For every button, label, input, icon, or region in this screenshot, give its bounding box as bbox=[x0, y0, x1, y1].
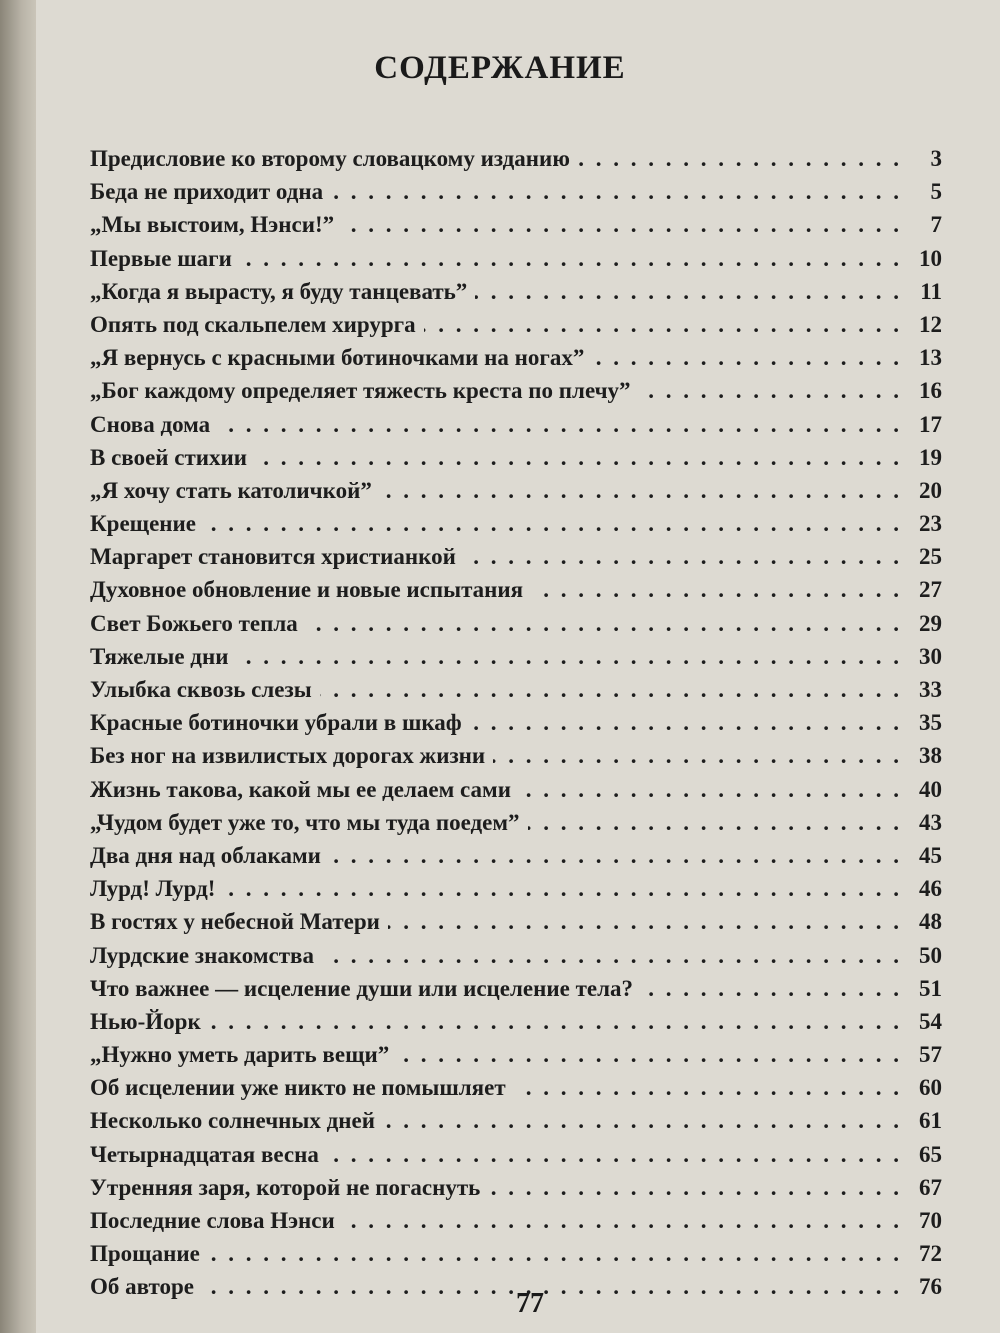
toc-entry bbox=[90, 1038, 942, 1071]
toc-entry-page: 7 bbox=[925, 208, 943, 241]
page-title: СОДЕРЖАНИЕ bbox=[374, 50, 626, 86]
toc-entry-title: „Бог каждому определяет тяжесть креста по плечу” bbox=[90, 374, 639, 407]
toc-entry bbox=[90, 905, 942, 938]
toc-entry-page: 3 bbox=[925, 142, 943, 175]
toc-entry-page: 50 bbox=[913, 939, 942, 972]
toc-entry-title: Нью-Йорк bbox=[90, 1005, 209, 1038]
toc-entry bbox=[90, 1171, 942, 1204]
toc-entry-title: Что важнее — исцеление души или исцеление тела? bbox=[90, 972, 641, 1005]
toc-entry-title: Красные ботиночки убрали в шкаф bbox=[90, 706, 470, 739]
toc-entry-page: 23 bbox=[913, 507, 942, 540]
toc-entry-title: „Нужно уметь дарить вещи” bbox=[90, 1038, 397, 1071]
toc-entry-title: Утренняя заря, которой не погаснуть bbox=[90, 1171, 488, 1204]
toc-entry bbox=[90, 208, 942, 241]
toc-entry-page: 17 bbox=[913, 408, 942, 441]
toc-entry-title: „Когда я вырасту, я буду танцевать” bbox=[90, 275, 475, 308]
toc-entry-page: 51 bbox=[913, 972, 942, 1005]
toc-entry-page: 57 bbox=[913, 1038, 942, 1071]
toc-entry bbox=[90, 242, 942, 275]
facing-page-edge bbox=[0, 0, 40, 1333]
toc-entry-page: 16 bbox=[913, 374, 942, 407]
toc-entry bbox=[90, 673, 942, 706]
toc-entry-title: Четырнадцатая весна bbox=[90, 1138, 327, 1171]
toc-entry bbox=[90, 573, 942, 606]
toc-entry-page: 12 bbox=[913, 308, 942, 341]
toc-entry bbox=[90, 773, 942, 806]
toc-leader-dots bbox=[90, 1270, 942, 1303]
toc-entry-title: В своей стихии bbox=[90, 441, 255, 474]
toc-entry-title: Улыбка сквозь слезы bbox=[90, 673, 320, 706]
toc-entry bbox=[90, 1237, 942, 1270]
toc-entry-page: 11 bbox=[914, 275, 942, 308]
toc-entry-page: 25 bbox=[913, 540, 942, 573]
toc-entry-title: Последние слова Нэнси bbox=[90, 1204, 343, 1237]
toc-entry-title: „Я хочу стать католичкой” bbox=[90, 474, 380, 507]
toc-entry-page: 54 bbox=[913, 1005, 942, 1038]
toc-leader-dots bbox=[90, 507, 942, 540]
toc-entry-title: Снова дома bbox=[90, 408, 218, 441]
toc-entry bbox=[90, 1138, 942, 1171]
toc-entry bbox=[90, 474, 942, 507]
toc-entry bbox=[90, 1104, 942, 1137]
toc-entry-page: 5 bbox=[925, 175, 943, 208]
table-of-contents bbox=[90, 142, 942, 1304]
toc-entry-page: 70 bbox=[913, 1204, 942, 1237]
toc-entry-page: 13 bbox=[913, 341, 942, 374]
toc-entry-page: 48 bbox=[913, 905, 942, 938]
toc-entry-page: 45 bbox=[913, 839, 942, 872]
toc-entry-title: Об авторе bbox=[90, 1270, 202, 1303]
toc-entry-page: 19 bbox=[913, 441, 942, 474]
toc-entry-title: Первые шаги bbox=[90, 242, 240, 275]
toc-entry-title: Опять под скальпелем хирурга bbox=[90, 308, 424, 341]
toc-entry-title: Крещение bbox=[90, 507, 204, 540]
toc-entry bbox=[90, 408, 942, 441]
toc-entry-page: 33 bbox=[913, 673, 942, 706]
toc-entry-title: Прощание bbox=[90, 1237, 208, 1270]
toc-leader-dots bbox=[90, 1237, 942, 1270]
toc-entry bbox=[90, 640, 942, 673]
toc-entry-page: 38 bbox=[913, 739, 942, 772]
toc-entry-page: 40 bbox=[913, 773, 942, 806]
toc-entry-title: „Чудом будет уже то, что мы туда поедем” bbox=[90, 806, 528, 839]
toc-entry-title: Несколько солнечных дней bbox=[90, 1104, 383, 1137]
toc-entry bbox=[90, 607, 942, 640]
toc-entry-title: Свет Божьего тепла bbox=[90, 607, 306, 640]
toc-entry-page: 35 bbox=[913, 706, 942, 739]
toc-entry bbox=[90, 706, 942, 739]
toc-entry bbox=[90, 540, 942, 573]
toc-entry-title: Духовное обновление и новые испытания bbox=[90, 573, 531, 606]
toc-entry bbox=[90, 374, 942, 407]
toc-entry bbox=[90, 939, 942, 972]
toc-entry bbox=[90, 1071, 942, 1104]
toc-entry bbox=[90, 972, 942, 1005]
toc-entry bbox=[90, 341, 942, 374]
toc-entry-page: 43 bbox=[913, 806, 942, 839]
toc-entry-page: 20 bbox=[913, 474, 942, 507]
toc-entry bbox=[90, 1270, 942, 1303]
toc-entry bbox=[90, 441, 942, 474]
toc-entry-title: Жизнь такова, какой мы ее делаем сами bbox=[90, 773, 519, 806]
toc-entry-page: 27 bbox=[913, 573, 942, 606]
toc-entry-title: Об исцелении уже никто не помышляет bbox=[90, 1071, 514, 1104]
toc-entry bbox=[90, 142, 942, 175]
toc-entry bbox=[90, 175, 942, 208]
toc-entry-page: 60 bbox=[913, 1071, 942, 1104]
toc-entry-title: Лурдские знакомства bbox=[90, 939, 322, 972]
toc-entry-page: 46 bbox=[913, 872, 942, 905]
page-number: 77 bbox=[516, 1288, 544, 1319]
toc-entry-title: Два дня над облаками bbox=[90, 839, 329, 872]
toc-entry-title: Тяжелые дни bbox=[90, 640, 236, 673]
toc-entry bbox=[90, 308, 942, 341]
toc-entry-title: Предисловие ко второму словацкому изданию bbox=[90, 142, 578, 175]
toc-entry-page: 10 bbox=[913, 242, 942, 275]
toc-entry-title: „Мы выстоим, Нэнси!” bbox=[90, 208, 342, 241]
toc-leader-dots bbox=[90, 1005, 942, 1038]
toc-entry-page: 29 bbox=[913, 607, 942, 640]
toc-entry bbox=[90, 1204, 942, 1237]
toc-entry bbox=[90, 839, 942, 872]
toc-entry-title: Маргарет становится христианкой bbox=[90, 540, 464, 573]
toc-entry bbox=[90, 1005, 942, 1038]
toc-entry-page: 72 bbox=[913, 1237, 942, 1270]
toc-entry-page: 30 bbox=[913, 640, 942, 673]
toc-entry-page: 65 bbox=[913, 1138, 942, 1171]
toc-entry bbox=[90, 739, 942, 772]
toc-entry bbox=[90, 872, 942, 905]
toc-entry-title: Беда не приходит одна bbox=[90, 175, 331, 208]
toc-entry bbox=[90, 507, 942, 540]
toc-entry-page: 67 bbox=[913, 1171, 942, 1204]
toc-entry bbox=[90, 806, 942, 839]
toc-entry-title: „Я вернусь с красными ботиночками на ногах” bbox=[90, 341, 592, 374]
toc-entry bbox=[90, 275, 942, 308]
toc-entry-title: Лурд! Лурд! bbox=[90, 872, 223, 905]
toc-entry-page: 61 bbox=[913, 1104, 942, 1137]
toc-entry-title: Без ног на извилистых дорогах жизни bbox=[90, 739, 493, 772]
toc-entry-title: В гостях у небесной Матери bbox=[90, 905, 388, 938]
toc-entry-page: 76 bbox=[913, 1270, 942, 1303]
